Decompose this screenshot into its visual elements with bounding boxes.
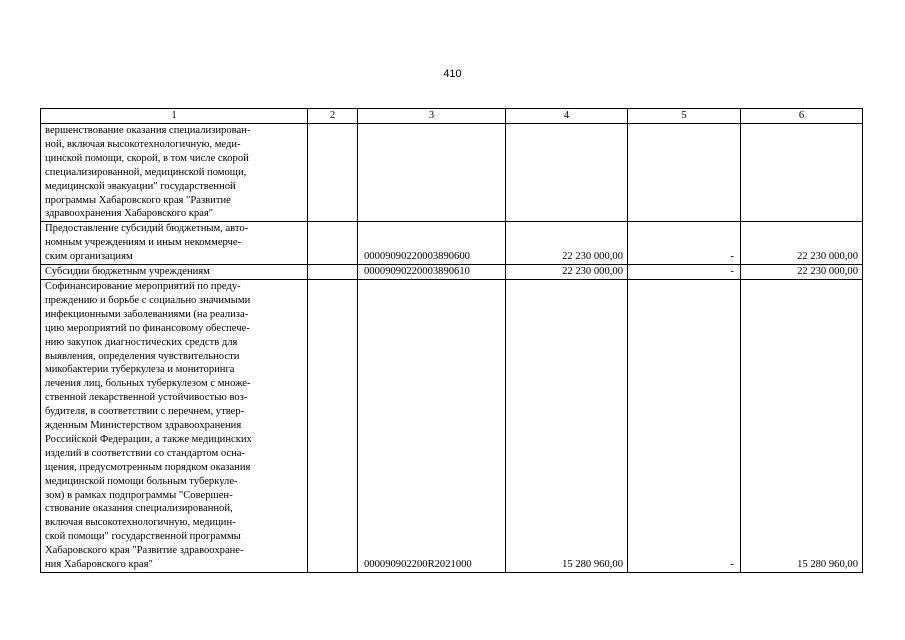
column-header: 4 bbox=[506, 109, 628, 124]
description-line: вершенствование оказания специализирован- bbox=[45, 125, 251, 136]
row-description bbox=[41, 124, 308, 222]
description-line: зом) в рамках подпрограммы "Совершен- bbox=[45, 489, 233, 501]
description-line: номным учреждениям и иным некоммерче- bbox=[45, 237, 242, 249]
cell-col6: 15 280 960,00 bbox=[741, 279, 863, 572]
description-line: нию закупок диагностических средств для bbox=[45, 336, 238, 348]
cell-code: 00009090220003890610 bbox=[358, 265, 506, 280]
cell-col2 bbox=[308, 222, 358, 265]
description-line: включая высокотехнологичную, медицин- bbox=[45, 517, 236, 529]
description-line: ствование оказания специализированной, bbox=[45, 503, 233, 515]
table-row bbox=[41, 222, 863, 265]
cell-col5 bbox=[628, 124, 741, 222]
cell-col2 bbox=[308, 265, 358, 280]
table-row bbox=[41, 124, 863, 222]
description-line: ской помощи" государственной программы bbox=[45, 531, 241, 543]
description-line: программы Хабаровского края "Развитие bbox=[45, 194, 231, 206]
column-header: 2 bbox=[308, 109, 358, 124]
cell-code: 000090902200R2021000 bbox=[358, 279, 506, 572]
row-description bbox=[41, 279, 308, 572]
budget-table bbox=[40, 108, 863, 573]
cell-col5: - bbox=[628, 222, 741, 265]
description-line: ственной лекарственной устойчивостью воз- bbox=[45, 392, 248, 404]
description-line: ским организациям bbox=[45, 251, 133, 263]
description-line: Субсидии бюджетным учреждениям bbox=[45, 266, 210, 278]
cell-col6 bbox=[741, 124, 863, 222]
description-line: Российской Федерации, а также медицинских bbox=[45, 433, 252, 445]
cell-code: 00009090220003890600 bbox=[358, 222, 506, 265]
description-line: ния Хабаровского края" bbox=[45, 559, 153, 571]
cell-col5: - bbox=[628, 279, 741, 572]
description-line: цию мероприятий по финансовому обеспече- bbox=[45, 322, 250, 334]
cell-col2 bbox=[308, 124, 358, 222]
description-line: микобактерии туберкулеза и мониторинга bbox=[45, 364, 235, 376]
row-description bbox=[41, 265, 308, 280]
table-header-row bbox=[41, 109, 863, 124]
description-line: Предоставление субсидий бюджетным, авто- bbox=[45, 223, 249, 235]
column-header: 5 bbox=[628, 109, 741, 124]
column-header: 3 bbox=[358, 109, 506, 124]
cell-col4: 22 230 000,00 bbox=[506, 222, 628, 265]
cell-col4: 22 230 000,00 bbox=[506, 265, 628, 280]
cell-code bbox=[358, 124, 506, 222]
description-line: Хабаровского края "Развитие здравоохране- bbox=[45, 545, 244, 557]
description-line: жденным Министерством здравоохранения bbox=[45, 420, 242, 432]
cell-col2 bbox=[308, 279, 358, 572]
table-row bbox=[41, 279, 863, 572]
description-line: выявления, определения чувствительности bbox=[45, 350, 240, 362]
description-line: инфекционными заболеваниями (на реализа- bbox=[45, 308, 249, 320]
description-line: цинской помощи, скорой, в том числе скорой bbox=[45, 152, 249, 164]
cell-col6: 22 230 000,00 bbox=[741, 265, 863, 280]
description-line: изделий в соответствии со стандартом осна- bbox=[45, 447, 246, 459]
cell-col4 bbox=[506, 124, 628, 222]
description-line: будителя, в соответствии с перечнем, утвер- bbox=[45, 406, 245, 418]
description-line: Софинансирование мероприятий по преду- bbox=[45, 280, 241, 292]
description-line: щения, предусмотренным порядком оказания bbox=[45, 461, 251, 473]
description-line: ной, включая высокотехнологичную, меди- bbox=[45, 138, 241, 150]
description-line: медицинской помощи больным туберкуле- bbox=[45, 475, 238, 487]
column-header: 1 bbox=[41, 109, 308, 124]
page-number: 410 bbox=[443, 68, 462, 80]
cell-col5: - bbox=[628, 265, 741, 280]
cell-col6: 22 230 000,00 bbox=[741, 222, 863, 265]
table-row bbox=[41, 265, 863, 280]
cell-col4: 15 280 960,00 bbox=[506, 279, 628, 572]
description-line: лечения лиц, больных туберкулезом с множе- bbox=[45, 378, 251, 390]
row-description bbox=[41, 222, 308, 265]
description-line: медицинской эвакуации" государственной bbox=[45, 180, 236, 192]
column-header: 6 bbox=[741, 109, 863, 124]
description-line: специализированной, медицинской помощи, bbox=[45, 166, 247, 178]
description-line: здравоохранения Хабаровского края" bbox=[45, 208, 214, 220]
description-line: преждению и борьбе с социально значимыми bbox=[45, 294, 251, 306]
